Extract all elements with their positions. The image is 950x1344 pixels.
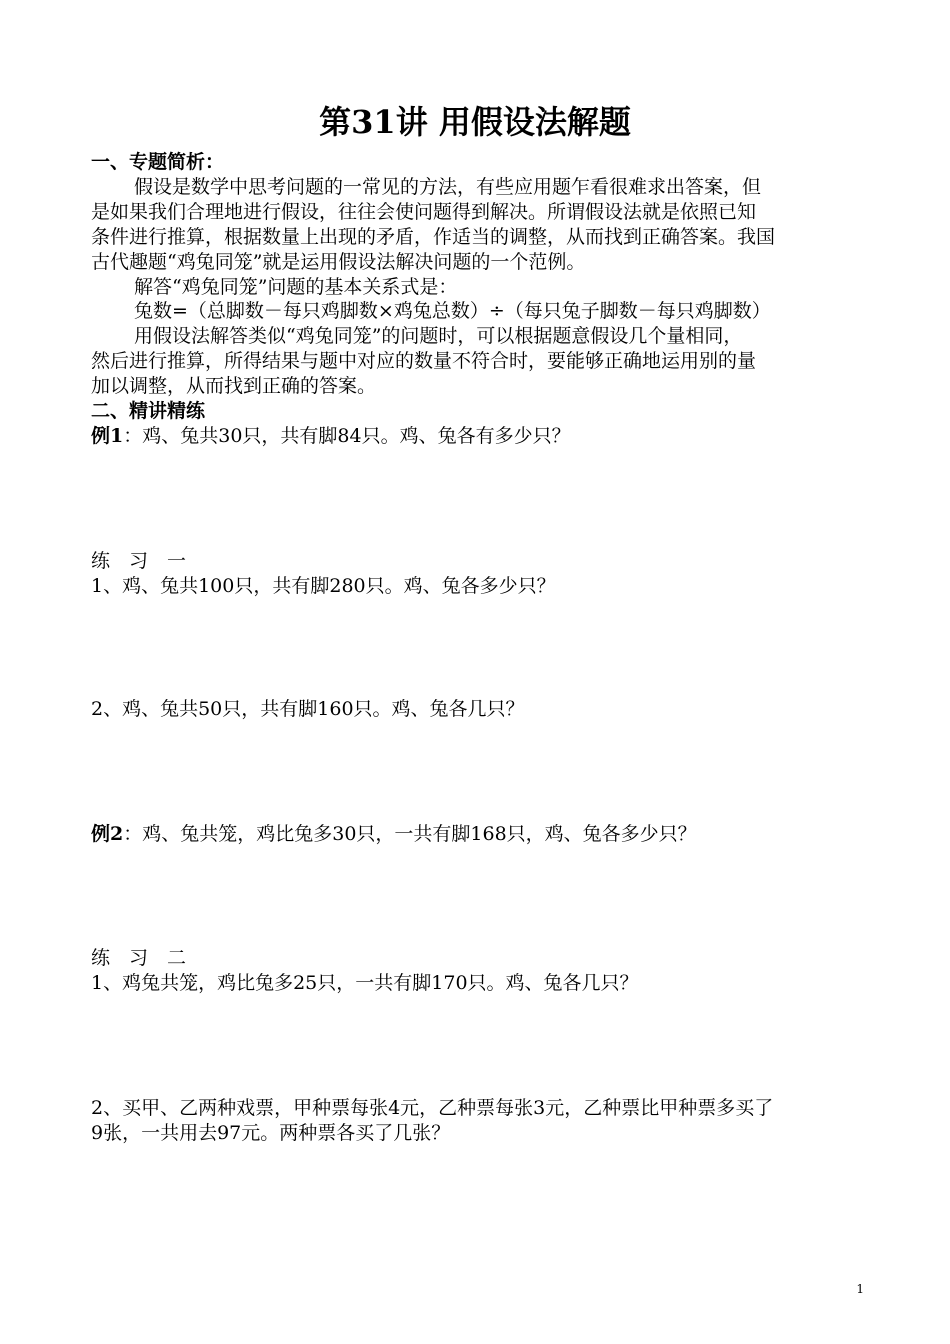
method-paragraph-line: 加以调整，从而找到正确的答案。 <box>91 375 377 397</box>
example-1 <box>91 424 861 448</box>
method-paragraph-line: 用假设法解答类似“鸡兔同笼”的问题时，可以根据题意假设几个量相同， <box>134 325 743 347</box>
intro-paragraph-line: 古代趣题“鸡兔同笼”就是运用假设法解决问题的一个范例。 <box>91 251 586 273</box>
practice-2-heading: 练 习 二 <box>91 947 187 969</box>
practice-2-question-2-line: 2、买甲、乙两种戏票，甲种票每张4元，乙种票每张3元，乙种票比甲种票多买了 <box>91 1097 774 1119</box>
intro-paragraph-line: 是如果我们合理地进行假设，往往会使问题得到解决。所谓假设法就是依照已知 <box>91 201 757 223</box>
intro-paragraph-line: 假设是数学中思考问题的一常见的方法，有些应用题乍看很难求出答案，但 <box>134 176 762 198</box>
intro-paragraph-line: 条件进行推算，根据数量上出现的矛盾，作适当的调整，从而找到正确答案。我国 <box>91 226 776 248</box>
practice-2-question-1: 1、鸡兔共笼，鸡比兔多25只，一共有脚170只。鸡、兔各几只？ <box>91 972 639 994</box>
practice-2-question-2-line: 9张，一共用去97元。两种票各买了几张？ <box>91 1122 451 1144</box>
example-2-text: ：鸡、兔共笼，鸡比兔多30只，一共有脚168只，鸡、兔各多少只？ <box>123 823 697 845</box>
section-heading-analysis: 一、专题简析： <box>91 151 225 173</box>
formula: 兔数=（总脚数－每只鸡脚数×鸡兔总数）÷（每只兔子脚数－每只鸡脚数） <box>134 300 771 322</box>
example-2-label: 例2 <box>91 823 124 845</box>
practice-1-heading: 练 习 一 <box>91 550 187 572</box>
practice-1-question-2: 2、鸡、兔共50只，共有脚160只。鸡、兔各几只？ <box>91 698 525 720</box>
practice-1-question-1: 1、鸡、兔共100只，共有脚280只。鸡、兔各多少只？ <box>91 575 556 597</box>
page-title: 第31讲 用假设法解题 <box>319 103 631 141</box>
formula-intro: 解答“鸡兔同笼”问题的基本关系式是： <box>134 276 458 298</box>
page-number: 1 <box>856 1282 864 1296</box>
section-heading-practice: 二、精讲精练 <box>91 400 206 422</box>
example-1-text: ：鸡、兔共30只，共有脚84只。鸡、兔各有多少只？ <box>123 425 571 447</box>
example-1-label: 例1 <box>91 425 124 447</box>
example-2 <box>91 822 861 846</box>
method-paragraph-line: 然后进行推算，所得结果与题中对应的数量不符合时，要能够正确地运用别的量 <box>91 350 757 372</box>
